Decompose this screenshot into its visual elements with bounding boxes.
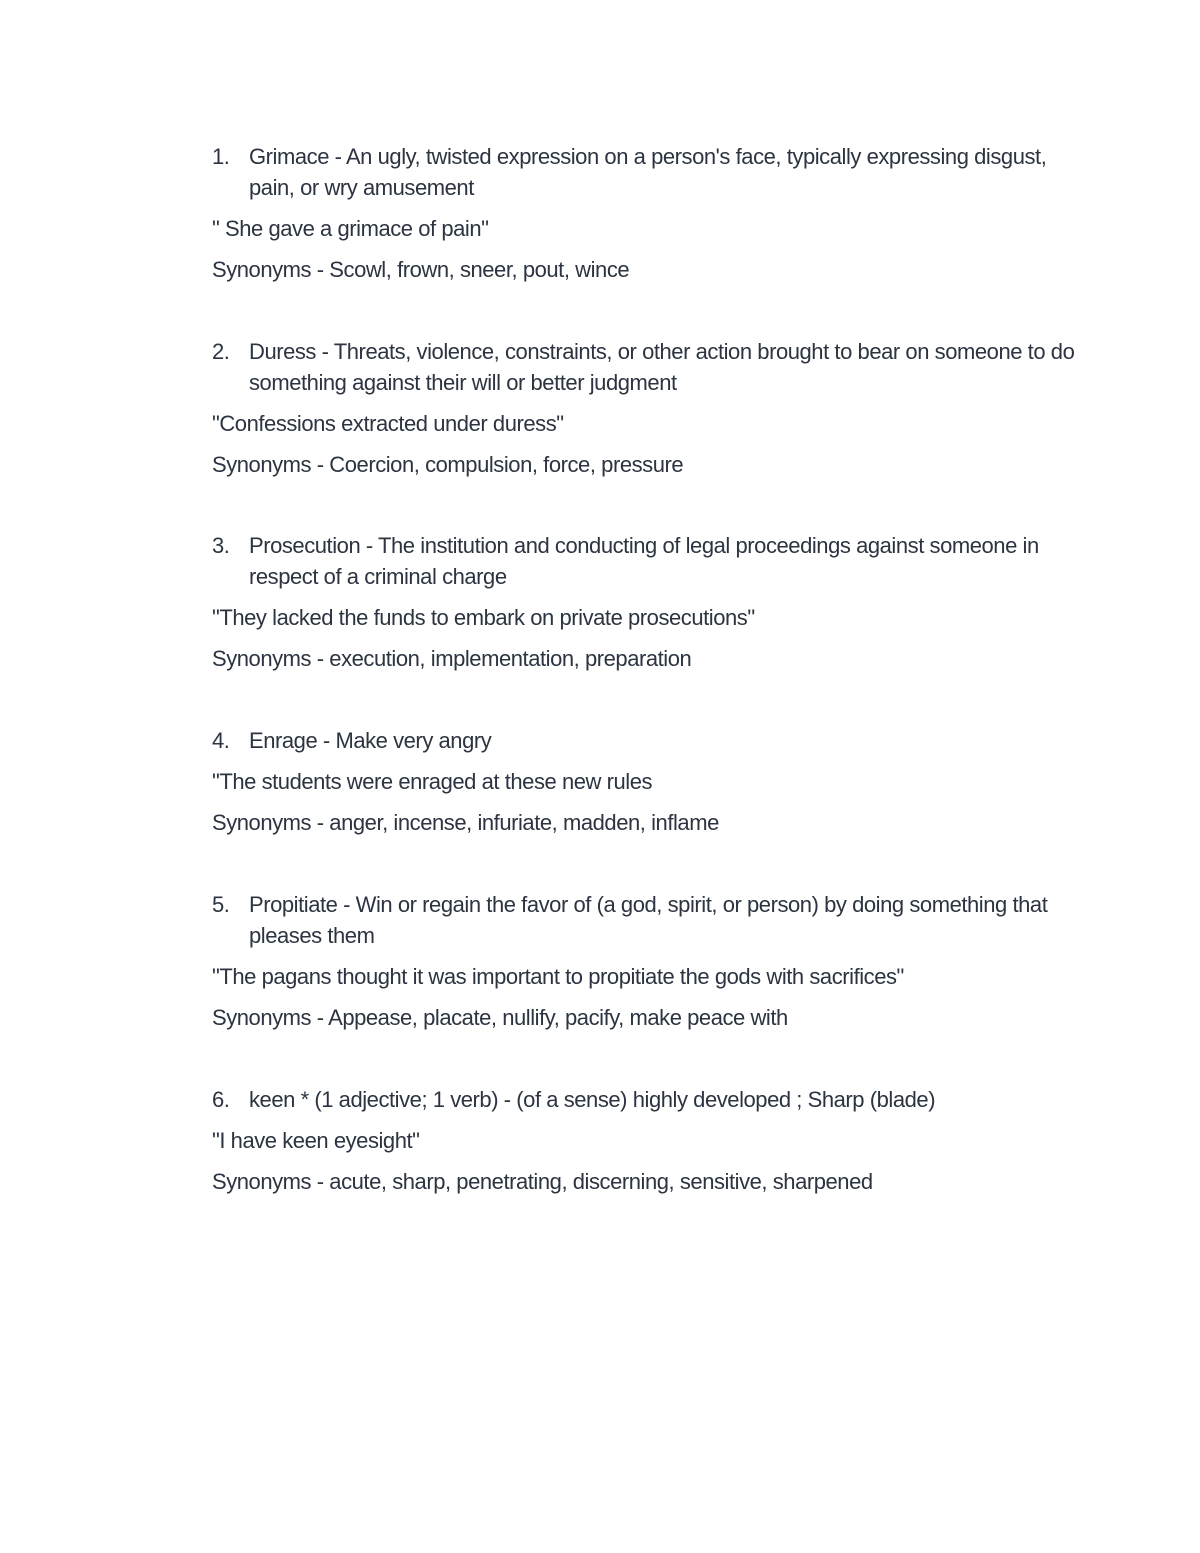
vocab-entry-enrage bbox=[212, 725, 1092, 838]
entry-number: 5. bbox=[212, 892, 230, 917]
vocab-entry-prosecution bbox=[212, 530, 1092, 674]
entry-number: 2. bbox=[212, 339, 230, 364]
entry-example: " She gave a grimace of pain" bbox=[212, 216, 489, 241]
entry-definition-text: Grimace - An ugly, twisted expression on a person's face, typically expressing disgust, pain, or wry amusement bbox=[249, 144, 1047, 200]
entry-example: "They lacked the funds to embark on private prosecutions" bbox=[212, 605, 755, 630]
entry-synonyms: Synonyms - acute, sharp, penetrating, discerning, sensitive, sharpened bbox=[212, 1169, 873, 1194]
entry-definition-text: Propitiate - Win or regain the favor of (a god, spirit, or person) by doing something that pleases them bbox=[249, 892, 1048, 948]
entry-number: 4. bbox=[212, 728, 230, 753]
entry-definition-text: Enrage - Make very angry bbox=[249, 728, 492, 753]
entry-number: 3. bbox=[212, 533, 230, 558]
entry-definition bbox=[212, 1084, 1092, 1115]
entry-synonyms: Synonyms - Scowl, frown, sneer, pout, wince bbox=[212, 257, 630, 282]
entry-synonyms: Synonyms - Appease, placate, nullify, pacify, make peace with bbox=[212, 1005, 788, 1030]
entry-example: "Confessions extracted under duress" bbox=[212, 411, 564, 436]
entry-definition bbox=[212, 725, 1092, 756]
entry-number: 1. bbox=[212, 144, 230, 169]
vocab-entry-duress bbox=[212, 336, 1092, 480]
entry-example: "The students were enraged at these new rules bbox=[212, 769, 653, 794]
entry-example: "I have keen eyesight" bbox=[212, 1128, 420, 1153]
entry-definition-text: keen * (1 adjective; 1 verb) - (of a sense) highly developed ; Sharp (blade) bbox=[249, 1087, 936, 1112]
entry-number: 6. bbox=[212, 1087, 230, 1112]
entry-definition bbox=[212, 141, 1092, 203]
entry-definition-text: Prosecution - The institution and conducting of legal proceedings against someone in respect of a criminal charge bbox=[249, 533, 1039, 589]
vocab-entry-grimace bbox=[212, 141, 1092, 285]
entry-synonyms: Synonyms - Coercion, compulsion, force, pressure bbox=[212, 452, 684, 477]
entry-synonyms: Synonyms - anger, incense, infuriate, madden, inflame bbox=[212, 810, 719, 835]
entry-example: "The pagans thought it was important to propitiate the gods with sacrifices" bbox=[212, 964, 904, 989]
vocab-entry-keen bbox=[212, 1084, 1092, 1197]
vocab-entry-propitiate bbox=[212, 889, 1092, 1033]
entry-definition-text: Duress - Threats, violence, constraints, or other action brought to bear on someone to do something against their will or better judgment bbox=[249, 339, 1075, 395]
entry-definition bbox=[212, 889, 1092, 951]
entry-synonyms: Synonyms - execution, implementation, preparation bbox=[212, 646, 692, 671]
entry-definition bbox=[212, 530, 1092, 592]
entry-definition bbox=[212, 336, 1092, 398]
